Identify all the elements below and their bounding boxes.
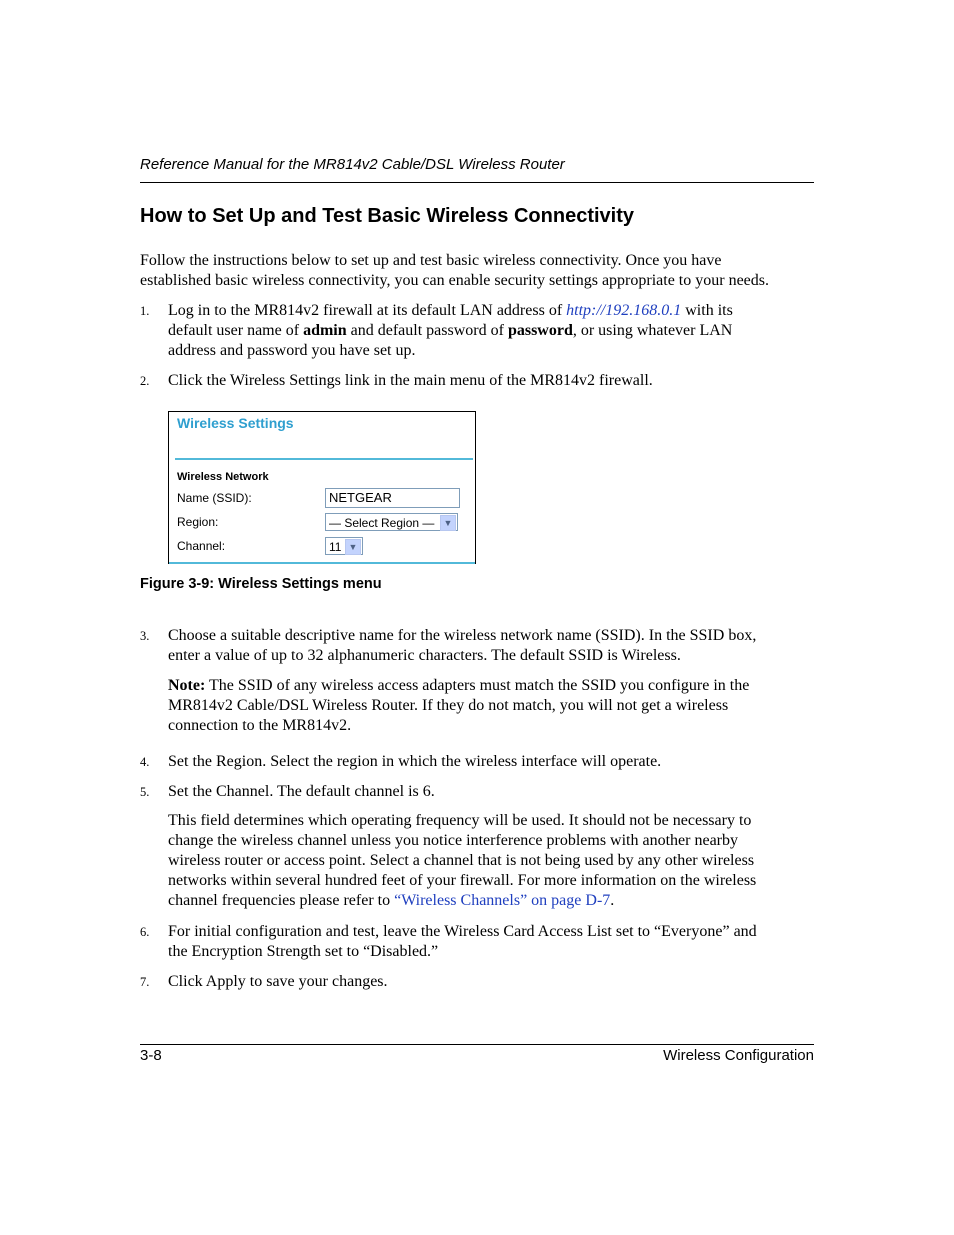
figure-bottom-rule bbox=[169, 562, 475, 564]
note-line-1 bbox=[168, 676, 749, 696]
step3-line-2: enter a value of up to 32 alphanumeric characters. The default SSID is Wireless. bbox=[168, 647, 681, 664]
step5-para-line-3: wireless router or access point. Select a channel that is not being used by any other wireless bbox=[168, 852, 755, 869]
wireless-network-label: Wireless Network bbox=[177, 471, 269, 483]
chevron-down-icon[interactable]: ▼ bbox=[345, 539, 361, 555]
channel-select-value: 11 bbox=[329, 540, 342, 554]
note-label: Note: bbox=[168, 677, 206, 694]
step-number: 1. bbox=[140, 304, 150, 318]
channel-label: Channel: bbox=[177, 539, 226, 553]
step5-text: . bbox=[610, 892, 615, 909]
ssid-input[interactable]: NETGEAR bbox=[325, 488, 460, 508]
step-number: 7. bbox=[140, 975, 150, 989]
step3-line-1: Choose a suitable descriptive name for the wireless network name (SSID). In the SSID box, bbox=[168, 627, 757, 644]
step6-line-1: For initial configuration and test, leave the Wireless Card Access List set to “Everyone” and bbox=[168, 923, 757, 940]
ssid-label: Name (SSID): bbox=[177, 491, 252, 505]
wireless-channels-link[interactable]: “Wireless Channels” on page D-7 bbox=[394, 892, 611, 909]
region-select[interactable] bbox=[325, 513, 458, 531]
step7-text: Click Apply to save your changes. bbox=[168, 973, 388, 990]
footer-rule bbox=[140, 1044, 814, 1045]
admin-bold: admin bbox=[303, 322, 347, 339]
step1-text: with its bbox=[681, 302, 733, 319]
wireless-settings-figure bbox=[168, 411, 476, 564]
step1-text: and default password of bbox=[346, 322, 508, 339]
note-line-3: connection to the MR814v2. bbox=[168, 717, 352, 734]
step1-text: Log in to the MR814v2 firewall at its default LAN address of bbox=[168, 302, 567, 319]
channel-select[interactable] bbox=[325, 537, 363, 555]
note-text: The SSID of any wireless access adapters must match the SSID you configure in the bbox=[205, 677, 750, 694]
region-label: Region: bbox=[177, 515, 219, 529]
step5-para-line-1: This field determines which operating frequency will be used. It should not be necessary to bbox=[168, 812, 752, 829]
step5-text: Set the Channel. The default channel is 6. bbox=[168, 783, 435, 800]
step1-line-2 bbox=[168, 321, 732, 341]
region-select-value: — Select Region — bbox=[329, 516, 435, 530]
intro-line-2: established basic wireless connectivity, you can enable security settings appropriate to your needs. bbox=[140, 272, 769, 289]
chevron-down-icon[interactable]: ▼ bbox=[440, 515, 456, 531]
step-number: 6. bbox=[140, 925, 150, 939]
password-bold: password bbox=[507, 322, 573, 339]
header-rule bbox=[140, 182, 814, 183]
step1-text: , or using whatever LAN bbox=[572, 322, 733, 339]
intro-line-1: Follow the instructions below to set up and test basic wireless connectivity. Once you have bbox=[140, 252, 722, 269]
step5-para-line-4: networks within several hundred feet of your firewall. For more information on the wireless bbox=[168, 872, 757, 889]
running-header: Reference Manual for the MR814v2 Cable/DSL Wireless Router bbox=[140, 156, 565, 173]
step1-line-3: address and password you have set up. bbox=[168, 342, 416, 359]
figure-title: Wireless Settings bbox=[177, 415, 294, 431]
step2-text: Click the Wireless Settings link in the main menu of the MR814v2 firewall. bbox=[168, 372, 653, 389]
step4-text: Set the Region. Select the region in which the wireless interface will operate. bbox=[168, 753, 662, 770]
step5-para-line-5 bbox=[168, 891, 614, 911]
figure-title-rule bbox=[175, 458, 473, 460]
note-line-2: MR814v2 Cable/DSL Wireless Router. If they do not match, you will not get a wireless bbox=[168, 697, 729, 714]
lan-address-link[interactable]: http://192.168.0.1 bbox=[566, 302, 682, 319]
step1-line-1 bbox=[168, 301, 733, 321]
step-number: 2. bbox=[140, 374, 150, 388]
step-number: 4. bbox=[140, 755, 150, 769]
step-number: 5. bbox=[140, 785, 150, 799]
step5-para-line-2: change the wireless channel unless you notice interference problems with another nearby bbox=[168, 832, 739, 849]
chapter-title: Wireless Configuration bbox=[663, 1047, 814, 1064]
figure-caption: Figure 3-9: Wireless Settings menu bbox=[140, 576, 382, 592]
step1-text: default user name of bbox=[168, 322, 304, 339]
step-number: 3. bbox=[140, 629, 150, 643]
section-heading: How to Set Up and Test Basic Wireless Connectivity bbox=[140, 205, 635, 227]
page-number: 3-8 bbox=[140, 1047, 162, 1064]
step5-text: channel frequencies please refer to bbox=[168, 892, 395, 909]
step6-line-2: the Encryption Strength set to “Disabled.” bbox=[168, 943, 439, 960]
